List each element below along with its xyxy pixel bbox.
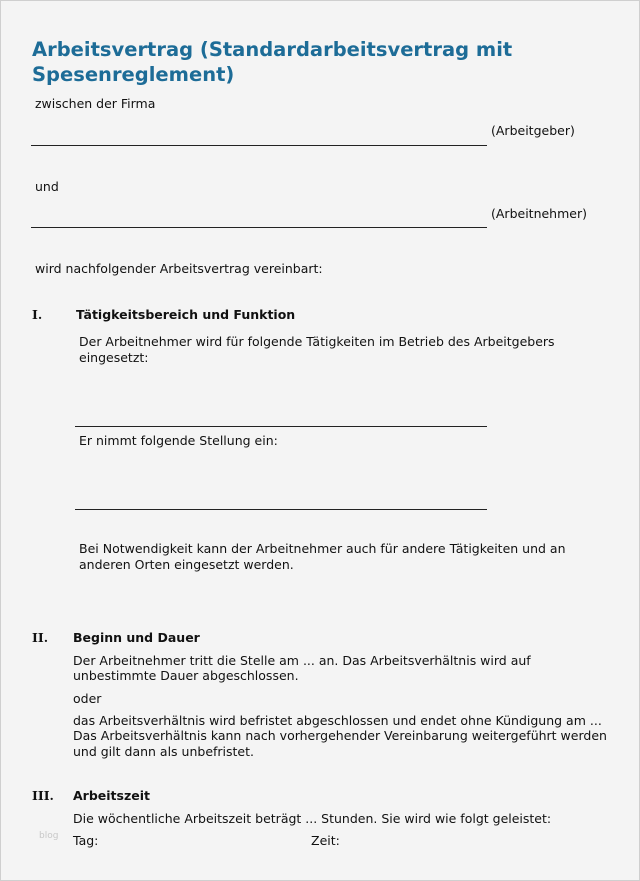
and-text: und [35, 179, 59, 194]
section-1-text: eingesetzt: [79, 350, 149, 365]
section-3-heading: Arbeitszeit [73, 788, 150, 803]
employee-label: (Arbeitnehmer) [491, 206, 587, 221]
employee-line[interactable] [31, 227, 487, 228]
section-3-text: Die wöchentliche Arbeitszeit beträgt ... Stunden. Sie wird wie folgt geleistet: [73, 811, 552, 826]
section-2-text: und gilt dann als unbefristet. [73, 744, 254, 759]
section-3-number: III. [32, 788, 54, 803]
section-2-or: oder [73, 691, 102, 706]
section-1-text: anderen Orten eingesetzt werden. [79, 557, 294, 572]
time-label: Zeit: [311, 833, 340, 848]
between-text: zwischen der Firma [35, 96, 156, 111]
section-1-number: I. [32, 307, 43, 322]
section-2-heading: Beginn und Dauer [73, 630, 200, 645]
section-1-text: Er nimmt folgende Stellung ein: [79, 433, 278, 448]
watermark: blog [39, 831, 59, 841]
section-2-text: das Arbeitsverhältnis wird befristet abgeschlossen und endet ohne Kündigung am ... [73, 713, 602, 728]
section-1-text: Bei Notwendigkeit kann der Arbeitnehmer auch für andere Tätigkeiten und an [79, 541, 566, 556]
section-2-text: Das Arbeitsverhältnis kann nach vorhergehender Vereinbarung weitergeführt werden [73, 728, 607, 743]
section-1-heading: Tätigkeitsbereich und Funktion [76, 307, 296, 322]
employer-label: (Arbeitgeber) [491, 123, 575, 138]
document-title: Arbeitsvertrag (Standardarbeitsvertrag mit Spesenreglement) [32, 38, 513, 86]
agreed-text: wird nachfolgender Arbeitsvertrag vereinbart: [35, 261, 323, 276]
section-2-text: unbestimmte Dauer abgeschlossen. [73, 668, 299, 683]
section-2-number: II. [32, 630, 49, 645]
section-1-text: Der Arbeitnehmer wird für folgende Tätigkeiten im Betrieb des Arbeitgebers [79, 334, 555, 349]
section-2-text: Der Arbeitnehmer tritt die Stelle am ... an. Das Arbeitsverhältnis wird auf [73, 653, 531, 668]
activities-line[interactable] [75, 426, 487, 427]
day-label: Tag: [73, 833, 99, 848]
position-line[interactable] [75, 509, 487, 510]
employer-line[interactable] [31, 145, 487, 146]
